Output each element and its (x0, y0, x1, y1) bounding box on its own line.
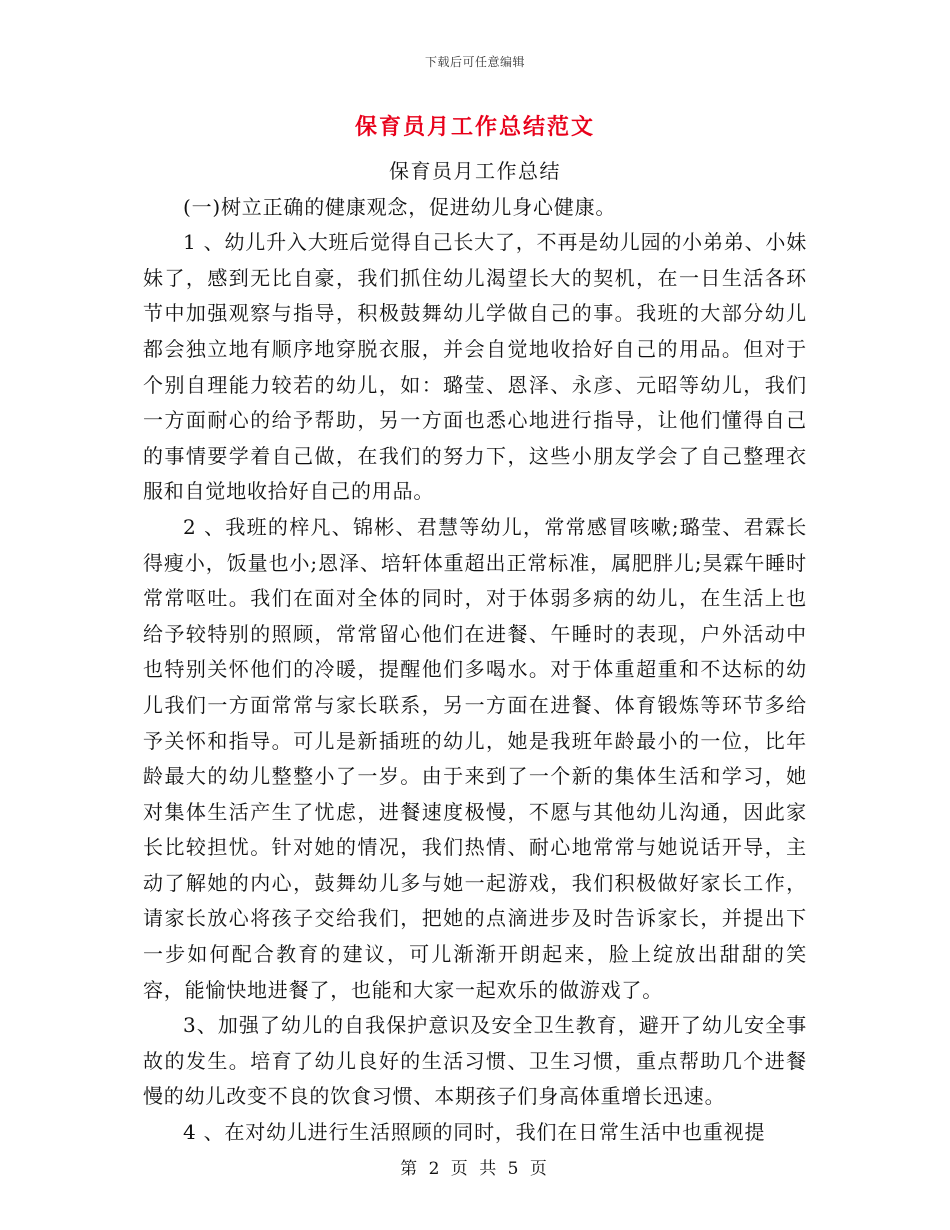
paragraph-item-2: 2 、我班的梓凡、锦彬、君慧等幼儿，常常感冒咳嗽;璐莹、君霖长得瘦小，饭量也小;恩泽、培轩体重超出正常标准，属肥胖儿;昊霖午睡时常常呕吐。我们在面对全体的同时，对于体弱多病的幼儿，在生活上也给予较特别的照顾，常常留心他们在进餐、午睡时的表现，户外活动中也特别关怀他们的冷暖，提醒他们多喝水。对于体重超重和不达标的幼儿我们一方面常常与家长联系，另一方面在进餐、体育锻炼等环节多给予关怀和指导。可儿是新插班的幼儿，她是我班年龄最小的一位，比年龄最大的幼儿整整小了一岁。由于来到了一个新的集体生活和学习，她对集体生活产生了忧虑，进餐速度极慢，不愿与其他幼儿沟通，因此家长比较担忧。针对她的情况，我们热情、耐心地常常与她说话开导，主动了解她的内心，鼓舞幼儿多与她一起游戏，我们积极做好家长工作，请家长放心将孩子交给我们，把她的点滴进步及时告诉家长，并提出下一步如何配合教育的建议，可儿渐渐开朗起来，脸上绽放出甜甜的笑容，能愉快地进餐了，也能和大家一起欢乐的做游戏了。 (143, 514, 807, 1002)
paragraph-item-4: 4 、在对幼儿进行生活照顾的同时，我们在日常生活中也重视提 (183, 1120, 766, 1145)
document-title: 保育员月工作总结范文 (354, 114, 595, 140)
document-body (143, 154, 807, 1151)
paragraph-item-1: 1 、幼儿升入大班后觉得自己长大了，不再是幼儿园的小弟弟、小妹妹了，感到无比自豪，我们抓住幼儿渴望长大的契机，在一日生活各环节中加强观察与指导，积极鼓舞幼儿学做自己的事。我班的大部分幼儿都会独立地有顺序地穿脱衣服，并会自觉地收拾好自己的用品。但对于个别自理能力较若的幼儿，如：璐莹、恩泽、永彦、元昭等幼儿，我们一方面耐心的给予帮助，另一方面也悉心地进行指导，让他们懂得自己的事情要学着自己做，在我们的努力下，这些小朋友学会了自己整理衣服和自觉地收拾好自己的用品。 (143, 230, 807, 504)
document-subtitle: 保育员月工作总结 (389, 159, 561, 183)
paragraph-item-3: 3、加强了幼儿的自我保护意识及安全卫生教育，避开了幼儿安全事故的发生。培育了幼儿良好的生活习惯、卫生习惯，重点帮助几个进餐慢的幼儿改变不良的饮食习惯、本期孩子们身高体重增长迅速。 (143, 1013, 807, 1109)
page-indicator: 第 2 页 共 5 页 (400, 1159, 550, 1179)
paragraph-section-heading: (一)树立正确的健康观念，促进幼儿身心健康。 (183, 194, 617, 219)
header-note: 下载后可任意编辑 (424, 55, 525, 69)
